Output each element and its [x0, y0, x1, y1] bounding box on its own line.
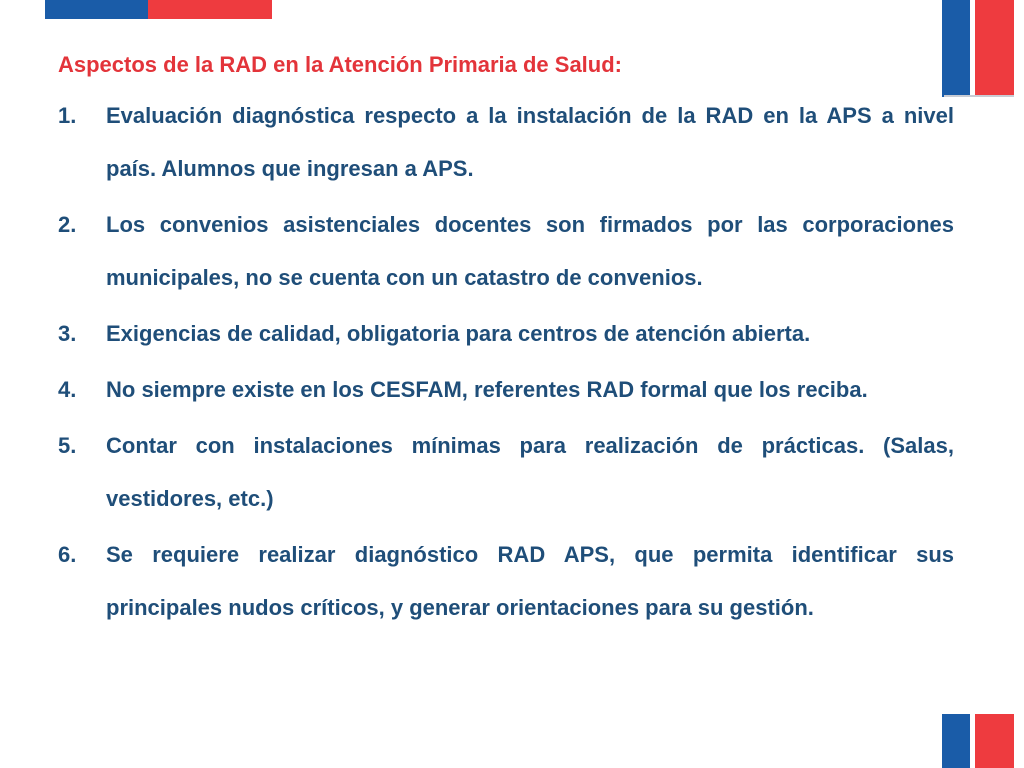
slide-heading: Aspectos de la RAD en la Atención Primaria de Salud:: [58, 52, 622, 77]
item-text: Contar con instalaciones mínimas para realización de prácticas. (Salas, vestidores, etc.): [106, 433, 954, 511]
item-number: 3.: [58, 321, 77, 346]
item-number: 1.: [58, 103, 77, 128]
item-text: Los convenios asistenciales docentes son firmados por las corporaciones municipales, no se cuenta con un catastro de convenios.: [106, 212, 954, 290]
list-item: [58, 198, 954, 304]
bottom-right-flag-decoration: [942, 714, 1014, 768]
item-text: No siempre existe en los CESFAM, referentes RAD formal que los reciba.: [106, 377, 868, 402]
item-number: 5.: [58, 433, 77, 458]
top-red-bar: [148, 0, 272, 19]
list-item: [58, 419, 954, 525]
top-blue-bar: [45, 0, 148, 19]
item-text: Exigencias de calidad, obligatoria para centros de atención abierta.: [106, 321, 811, 346]
item-number: 6.: [58, 542, 77, 567]
list-item: [58, 307, 954, 360]
list-item: [58, 89, 954, 195]
item-number: 4.: [58, 377, 77, 402]
item-text: Evaluación diagnóstica respecto a la instalación de la RAD en la APS a nivel país. Alumnos que ingresan a APS.: [106, 103, 954, 181]
item-text: Se requiere realizar diagnóstico RAD APS, que permita identificar sus principales nudos críticos, y generar orientaciones para su gestión.: [106, 542, 954, 620]
item-number: 2.: [58, 212, 77, 237]
slide-content: [58, 45, 954, 637]
list-item: [58, 528, 954, 634]
numbered-list: [58, 89, 954, 634]
list-item: [58, 363, 954, 416]
